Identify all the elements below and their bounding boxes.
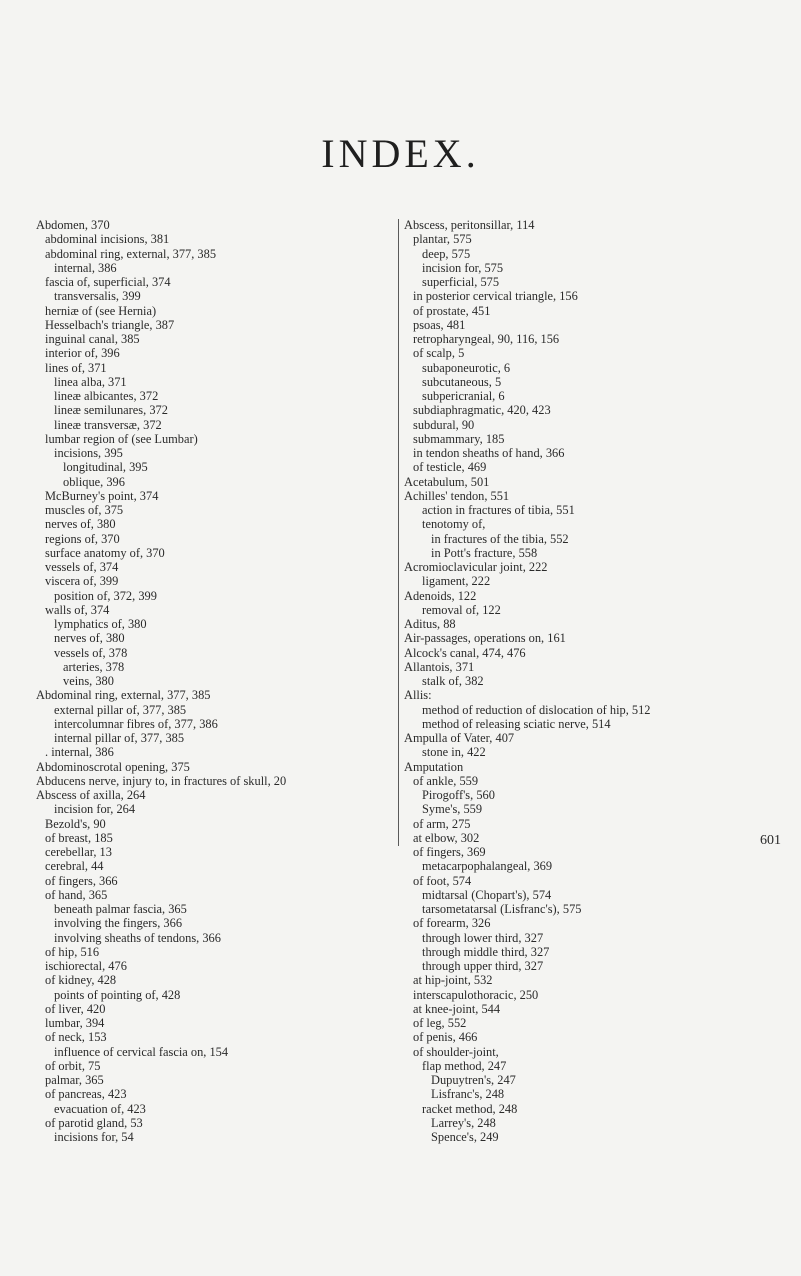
index-entry: Syme's, 559 xyxy=(422,802,483,817)
index-entry: at hip-joint, 532 xyxy=(413,973,493,988)
index-entry: vessels of, 374 xyxy=(45,560,119,574)
index-entry: transversalis, 399 xyxy=(54,289,141,304)
index-entry: of shoulder-joint, xyxy=(413,1044,499,1059)
index-entry: of arm, 275 xyxy=(413,816,471,831)
index-entry: of liver, 420 xyxy=(45,1001,106,1016)
index-entry: Ampulla of Vater, 407 xyxy=(404,731,515,745)
index-entry: involving the fingers, 366 xyxy=(54,916,183,931)
index-entry: submammary, 185 xyxy=(413,431,505,446)
index-entry: Abdominal ring, external, 377, 385 xyxy=(36,688,211,703)
index-entry: Acromioclavicular joint, 222 xyxy=(404,560,548,574)
index-entry: Abscess of axilla, 264 xyxy=(36,788,146,802)
index-entry: Amputation xyxy=(404,759,464,774)
index-entry: of fingers, 366 xyxy=(45,873,118,888)
index-entry: of prostate, 451 xyxy=(413,303,491,318)
index-entry: superficial, 575 xyxy=(422,275,500,289)
index-entry: points of pointing of, 428 xyxy=(54,987,181,1002)
index-entry: subdural, 90 xyxy=(413,417,475,432)
index-entry: beneath palmar fascia, 365 xyxy=(54,902,187,916)
index-entry: subaponeurotic, 6 xyxy=(422,360,511,375)
index-entry: flap method, 247 xyxy=(422,1058,507,1073)
index-entry: tenotomy of, xyxy=(422,517,486,532)
index-entry: inguinal canal, 385 xyxy=(45,332,140,346)
index-entry: of leg, 552 xyxy=(413,1016,467,1030)
index-entry: of foot, 574 xyxy=(413,873,472,888)
index-entry: of scalp, 5 xyxy=(413,346,465,361)
index-entry: Larrey's, 248 xyxy=(431,1115,496,1130)
index-entry: through upper third, 327 xyxy=(422,959,544,973)
index-entry: influence of cervical fascia on, 154 xyxy=(54,1044,229,1059)
index-entry: method of reduction of dislocation of hip, 512 xyxy=(422,702,651,717)
right-index-column xyxy=(404,218,798,1144)
index-entry: deep, 575 xyxy=(422,246,471,261)
index-entry: Spence's, 249 xyxy=(431,1130,499,1144)
index-entry: method of releasing sciatic nerve, 514 xyxy=(422,716,611,731)
index-entry: fascia of, superficial, 374 xyxy=(45,275,171,289)
index-entry: longitudinal, 395 xyxy=(63,460,148,475)
index-entry: Acetabulum, 501 xyxy=(404,474,490,489)
index-entry: plantar, 575 xyxy=(413,232,472,247)
index-entry: of hand, 365 xyxy=(45,887,108,902)
index-entry: walls of, 374 xyxy=(45,602,110,617)
index-entry: lines of, 371 xyxy=(45,360,107,375)
index-entry: subdiaphragmatic, 420, 423 xyxy=(413,403,551,418)
index-entry: Aditus, 88 xyxy=(404,617,456,631)
index-entry: Allantois, 371 xyxy=(404,659,475,674)
index-entry: viscera of, 399 xyxy=(45,574,119,589)
index-entry: of parotid gland, 53 xyxy=(45,1115,143,1130)
index-entry: palmar, 365 xyxy=(45,1073,104,1087)
index-entry: at elbow, 302 xyxy=(413,830,480,845)
index-entry: internal pillar of, 377, 385 xyxy=(54,731,185,745)
index-entry: Abdomen, 370 xyxy=(36,218,110,232)
index-entry: Allis: xyxy=(404,688,432,703)
index-entry: McBurney's point, 374 xyxy=(45,488,159,503)
index-entry: of forearm, 326 xyxy=(413,916,491,931)
index-entry: Hesselbach's triangle, 387 xyxy=(45,317,175,332)
index-entry: ischiorectal, 476 xyxy=(45,959,127,973)
index-entry: Air-passages, operations on, 161 xyxy=(404,631,566,646)
left-index-column xyxy=(36,218,396,1144)
index-entry: subpericranial, 6 xyxy=(422,389,505,403)
index-entry: cerebral, 44 xyxy=(45,859,104,874)
index-entry: lineæ transversæ, 372 xyxy=(54,417,162,432)
index-entry: Bezold's, 90 xyxy=(45,816,106,831)
index-entry: internal, 386 xyxy=(54,260,117,275)
index-entry: nerves of, 380 xyxy=(54,631,125,646)
index-entry: Lisfranc's, 248 xyxy=(431,1087,505,1102)
index-entry: in posterior cervical triangle, 156 xyxy=(413,289,578,304)
index-entry: retropharyngeal, 90, 116, 156 xyxy=(413,332,560,346)
index-entry: of testicle, 469 xyxy=(413,460,487,475)
index-entry: cerebellar, 13 xyxy=(45,845,112,859)
index-entry: surface anatomy of, 370 xyxy=(45,545,165,560)
index-entry: linea alba, 371 xyxy=(54,374,127,389)
index-entry: position of, 372, 399 xyxy=(54,588,157,603)
column-divider xyxy=(398,219,399,846)
index-entry: abdominal ring, external, 377, 385 xyxy=(45,246,217,261)
index-entry: oblique, 396 xyxy=(63,474,125,489)
index-entry: racket method, 248 xyxy=(422,1101,518,1116)
index-entry: incisions, 395 xyxy=(54,446,123,460)
index-entry: evacuation of, 423 xyxy=(54,1101,146,1116)
index-entry: abdominal incisions, 381 xyxy=(45,232,170,247)
index-entry: of hip, 516 xyxy=(45,944,100,959)
index-entry: through middle third, 327 xyxy=(422,944,550,959)
index-entry: of pancreas, 423 xyxy=(45,1087,127,1102)
index-entry: herniæ of (see Hernia) xyxy=(45,303,157,318)
index-entry: interior of, 396 xyxy=(45,346,120,361)
index-entry: intercolumnar fibres of, 377, 386 xyxy=(54,716,218,731)
index-entry: midtarsal (Chopart's), 574 xyxy=(422,887,552,902)
index-entry: of kidney, 428 xyxy=(45,973,117,988)
index-entry: Dupuytren's, 247 xyxy=(431,1073,516,1087)
index-entry: lumbar, 394 xyxy=(45,1016,105,1030)
index-entry: stalk of, 382 xyxy=(422,674,484,688)
index-entry: Abscess, peritonsillar, 114 xyxy=(404,218,535,232)
index-entry: muscles of, 375 xyxy=(45,503,124,517)
index-entry: lineæ albicantes, 372 xyxy=(54,389,159,403)
index-entry: of neck, 153 xyxy=(45,1030,107,1045)
index-entry: Pirogoff's, 560 xyxy=(422,788,495,802)
index-entry: ligament, 222 xyxy=(422,574,491,589)
index-entry: Abducens nerve, injury to, in fractures of skull, 20 xyxy=(36,773,287,788)
index-entry: psoas, 481 xyxy=(413,317,466,332)
index-entry: metacarpophalangeal, 369 xyxy=(422,859,553,874)
index-entry: regions of, 370 xyxy=(45,531,120,546)
index-entry: involving sheaths of tendons, 366 xyxy=(54,930,221,945)
index-entry: of penis, 466 xyxy=(413,1030,478,1045)
index-entry: of fingers, 369 xyxy=(413,845,486,859)
page-title: INDEX. xyxy=(321,131,480,176)
index-entry: in fractures of the tibia, 552 xyxy=(431,531,569,546)
page-number: 601 xyxy=(760,833,781,848)
index-entry: in Pott's fracture, 558 xyxy=(431,545,538,560)
index-entry: of breast, 185 xyxy=(45,830,113,845)
index-entry: stone in, 422 xyxy=(422,745,486,760)
index-entry: external pillar of, 377, 385 xyxy=(54,702,187,717)
index-entry: nerves of, 380 xyxy=(45,517,116,532)
index-entry: Achilles' tendon, 551 xyxy=(404,488,510,503)
index-entry: of ankle, 559 xyxy=(413,773,479,788)
index-entry: removal of, 122 xyxy=(422,602,501,617)
index-entry: lineæ semilunares, 372 xyxy=(54,403,168,418)
index-entry: Abdominoscrotal opening, 375 xyxy=(36,759,190,774)
index-entry: through lower third, 327 xyxy=(422,930,544,945)
index-entry: incision for, 264 xyxy=(54,802,136,817)
index-entry: lumbar region of (see Lumbar) xyxy=(45,431,198,446)
index-entry: interscapulothoracic, 250 xyxy=(413,987,539,1002)
index-entry: Adenoids, 122 xyxy=(404,588,477,603)
index-entry: . internal, 386 xyxy=(45,745,114,760)
index-entry: veins, 380 xyxy=(63,674,114,688)
index-entry: incisions for, 54 xyxy=(54,1130,134,1144)
index-entry: action in fractures of tibia, 551 xyxy=(422,503,575,517)
index-entry: incision for, 575 xyxy=(422,260,504,275)
index-entry: in tendon sheaths of hand, 366 xyxy=(413,446,565,460)
index-entry: Alcock's canal, 474, 476 xyxy=(404,645,526,660)
index-entry: lymphatics of, 380 xyxy=(54,617,147,631)
index-entry: at knee-joint, 544 xyxy=(413,1001,501,1016)
index-entry: vessels of, 378 xyxy=(54,645,128,660)
index-entry: of orbit, 75 xyxy=(45,1058,101,1073)
index-entry: arteries, 378 xyxy=(63,659,125,674)
index-entry: tarsometatarsal (Lisfranc's), 575 xyxy=(422,902,582,916)
index-entry: subcutaneous, 5 xyxy=(422,374,502,389)
